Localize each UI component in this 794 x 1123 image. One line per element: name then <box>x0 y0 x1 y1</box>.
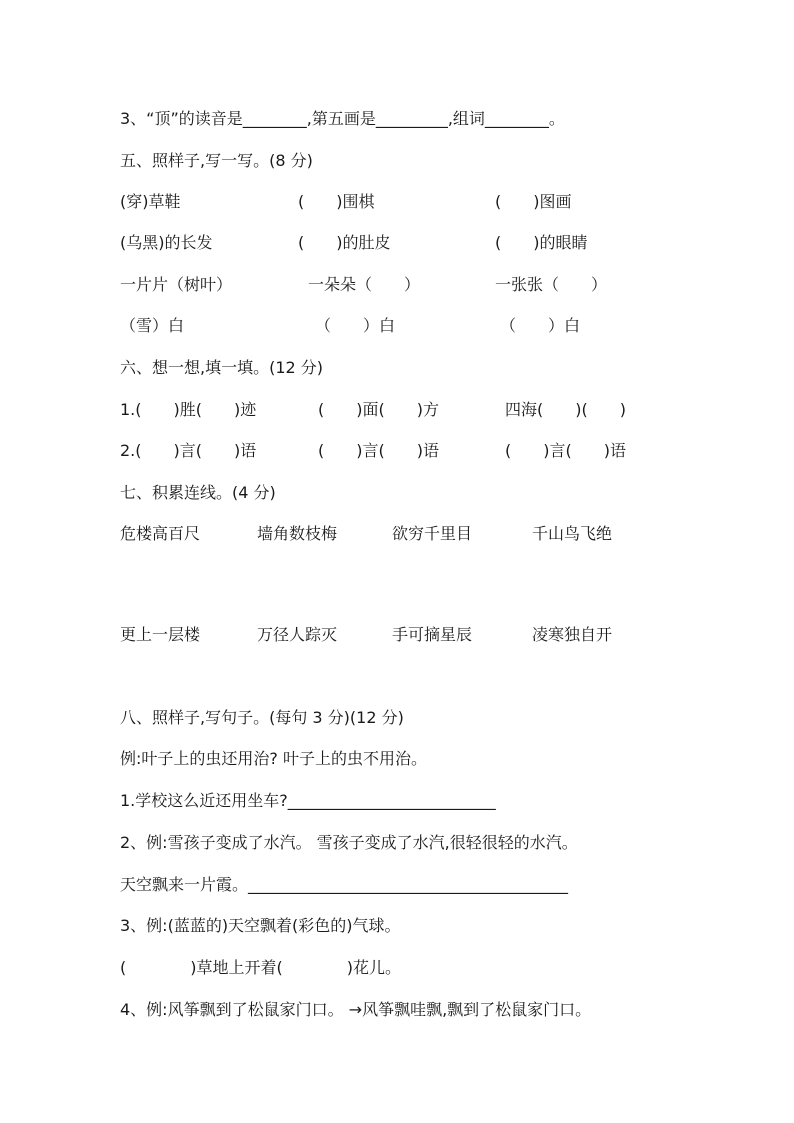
s8-example-4: 4、例:风筝飘到了松鼠家门口。 →风筝飘哇飘,飘到了松鼠家门口。 <box>120 1000 592 1019</box>
s5-r4-c1: （雪）白 <box>120 316 185 335</box>
section-8-heading: 八、照样子,写句子。(每句 3 分)(12 分) <box>120 708 404 727</box>
s5-r3-c1: 一片片（树叶） <box>120 275 233 294</box>
s5-r3-c3: 一张张（ ） <box>495 275 608 294</box>
s5-r1-c1: (穿)草鞋 <box>120 192 181 211</box>
s8-example-1: 例:叶子上的虫还用治? 叶子上的虫不用治。 <box>120 749 427 768</box>
s6-r1-c2: ( )面( )方 <box>318 400 439 419</box>
poem-line-bottom-1[interactable]: 更上一层楼 <box>120 625 201 644</box>
section-7-heading: 七、积累连线。(4 分) <box>120 483 276 502</box>
s5-r1-c3: ( )图画 <box>495 192 572 211</box>
s5-r4-c2: （ ）白 <box>315 316 396 335</box>
poem-line-top-4[interactable]: 千山鸟飞绝 <box>532 524 613 543</box>
s8-example-2: 2、例:雪孩子变成了水汽。 雪孩子变成了水汽,很轻很轻的水汽。 <box>120 833 578 852</box>
poem-line-bottom-3[interactable]: 手可摘星辰 <box>392 625 473 644</box>
s5-r2-c1: (乌黑)的长发 <box>120 233 213 252</box>
s6-r2-c1: 2.( )言( )语 <box>120 441 257 460</box>
poem-line-top-3[interactable]: 欲穷千里目 <box>392 524 473 543</box>
s6-r1-c3: 四海( )( ) <box>505 400 626 419</box>
s6-r1-c1: 1.( )胜( )迹 <box>120 400 257 419</box>
poem-line-top-1[interactable]: 危楼高百尺 <box>120 524 201 543</box>
s5-r3-c2: 一朵朵（ ） <box>308 275 421 294</box>
s8-question-1: 1.学校这么近还用坐车?__________________________ <box>120 791 496 810</box>
s8-question-2: 天空飘来一片霞。________________________________________ <box>120 875 569 894</box>
section-5-heading: 五、照样子,写一写。(8 分) <box>120 151 313 170</box>
section-6-heading: 六、想一想,填一填。(12 分) <box>120 358 324 377</box>
s8-example-3: 3、例:(蓝蓝的)天空飘着(彩色的)气球。 <box>120 916 401 935</box>
question-3-line: 3、“顶”的读音是________,第五画是_________,组词________。 <box>120 109 565 128</box>
s6-r2-c2: ( )言( )语 <box>318 441 439 460</box>
poem-line-bottom-2[interactable]: 万径人踪灭 <box>257 625 338 644</box>
s8-question-3: ( )草地上开着( )花儿。 <box>120 958 401 977</box>
s6-r2-c3: ( )言( )语 <box>505 441 626 460</box>
poem-line-top-2[interactable]: 墙角数枝梅 <box>257 524 338 543</box>
s5-r2-c2: ( )的肚皮 <box>298 233 391 252</box>
s5-r4-c3: （ ）白 <box>500 316 581 335</box>
s5-r1-c2: ( )围棋 <box>298 192 375 211</box>
s5-r2-c3: ( )的眼睛 <box>495 233 588 252</box>
poem-line-bottom-4[interactable]: 凌寒独自开 <box>532 625 613 644</box>
